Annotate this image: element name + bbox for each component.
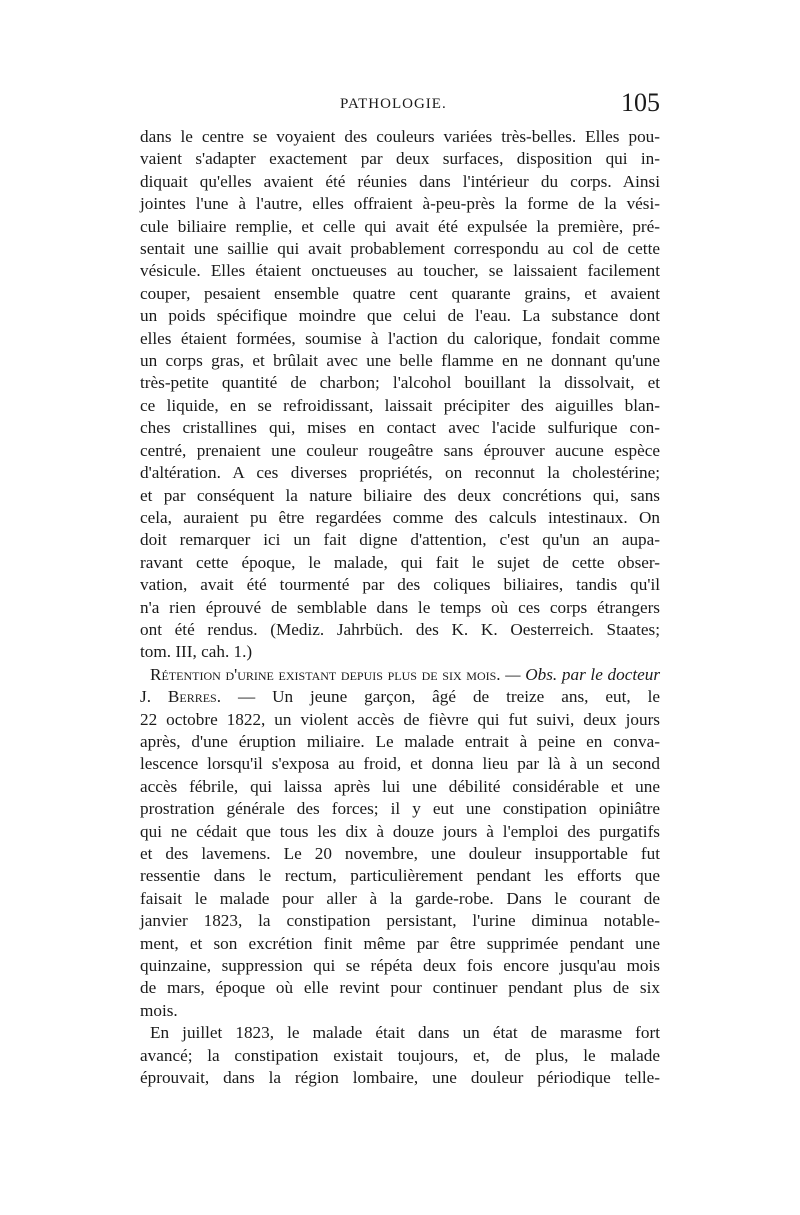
text-line: de mars, époque où elle revint pour continuer pendant plus de six	[140, 978, 660, 998]
text-line: dans le centre se voyaient des couleurs variées très-belles. Elles pou-	[140, 127, 660, 146]
text-line: un poids spécifique moindre que celui de l'eau. La substance dont	[140, 306, 660, 326]
text-line: ravant cette époque, le malade, qui fait le sujet de cette obser-	[140, 552, 660, 572]
text-line: 22 octobre 1822, un violent accès de fièvre qui fut suivi, deux jours	[140, 709, 660, 729]
section-heading-line	[140, 664, 660, 686]
text-line: tom. III, cah. 1.)	[140, 642, 253, 662]
text-line	[140, 686, 660, 708]
text-line: d'altération. A ces diverses propriétés, on reconnut la cholestérine;	[140, 463, 660, 483]
author-name: J. Berres.	[140, 687, 222, 707]
text-line: elles étaient formées, soumise à l'action du calorique, fondait comme	[140, 328, 660, 348]
observation-label: — Obs. par le docteur	[505, 664, 661, 684]
text-line: ment, et son excrétion finit même par être supprimée pendant une	[140, 933, 660, 953]
text-line: quinzaine, suppression qui se répéta deux fois encore jusqu'au mois	[140, 956, 660, 976]
text-line: ressentie dans le rectum, particulièrement pendant les efforts que	[140, 866, 660, 886]
text-line: diquait qu'elles avaient été réunies dans l'intérieur du corps. Ainsi	[140, 171, 660, 191]
text-line: faisait le malade pour aller à la garde-robe. Dans le courant de	[140, 888, 660, 908]
text-line: avancé; la constipation existait toujours, et, de plus, le malade	[140, 1045, 660, 1065]
paragraph-3	[140, 1022, 660, 1089]
text-line: n'a rien éprouvé de semblable dans le temps où ces corps étrangers	[140, 597, 660, 617]
text-line: ont été rendus. (Mediz. Jahrbüch. des K. K. Oesterreich. Staates;	[140, 619, 660, 639]
paragraph-2	[140, 664, 660, 1023]
text-line: cela, auraient pu être regardées comme des calculs intestinaux. On	[140, 507, 660, 527]
text-fragment: — Un jeune garçon, âgé de treize ans, eut, le	[237, 687, 660, 707]
running-title: PATHOLOGIE.	[340, 96, 447, 112]
section-heading: Rétention d'urine existant depuis plus de six mois.	[150, 664, 501, 684]
text-line: couper, pesaient ensemble quatre cent quarante grains, et avaient	[140, 283, 660, 303]
text-line: ches cristallines qui, mises en contact avec l'acide sulfurique con-	[140, 418, 660, 438]
text-line: qui ne cédait que tous les dix à douze jours à l'emploi des purgatifs	[140, 821, 660, 841]
text-line: doit remarquer ici un fait digne d'attention, c'est qu'un an aupa-	[140, 530, 660, 550]
text-line: cule biliaire remplie, et celle qui avait été expulsée la première, pré-	[140, 216, 660, 236]
text-line: jointes l'une à l'autre, elles offraient à-peu-près la forme de la vési-	[140, 194, 660, 214]
text-line: et des lavemens. Le 20 novembre, une douleur insupportable fut	[140, 844, 660, 863]
page-header	[140, 88, 660, 122]
text-line: janvier 1823, la constipation persistant, l'urine diminua notable-	[140, 911, 660, 931]
text-line: accès fébrile, qui laissa après lui une débilité considérable et une	[140, 776, 660, 796]
text-line: éprouvait, dans la région lombaire, une douleur périodique telle-	[140, 1068, 660, 1088]
text-line: vaient s'adapter exactement par deux surfaces, disposition qui in-	[140, 149, 660, 169]
text-line: après, d'une éruption miliaire. Le malade entrait à peine en conva-	[140, 731, 660, 751]
text-line: vation, avait été tourmenté par des coliques biliaires, tandis qu'il	[140, 575, 660, 595]
text-line: sentait une saillie qui avait probablement correspondu au col de cette	[140, 239, 660, 259]
text-line: très-petite quantité de charbon; l'alcohol bouillant la dissolvait, et	[140, 373, 660, 393]
text-line: ce liquide, en se refroidissant, laissait précipiter des aiguilles blan-	[140, 395, 660, 415]
text-line: un corps gras, et brûlait avec une belle flamme en ne donnant qu'une	[140, 351, 660, 371]
text-line: En juillet 1823, le malade était dans un état de marasme fort	[150, 1023, 660, 1043]
page-number: 105	[621, 88, 660, 117]
text-line: lescence lorsqu'il s'exposa au froid, et donna lieu par là à un second	[140, 754, 660, 774]
paragraph-1	[140, 126, 660, 664]
text-line: mois.	[140, 1000, 178, 1020]
body-text	[140, 126, 660, 1089]
text-line: prostration générale des forces; il y eut une constipation opiniâtre	[140, 799, 660, 819]
text-line: vésicule. Elles étaient onctueuses au toucher, se laissaient facilement	[140, 261, 660, 281]
text-line: et par conséquent la nature biliaire des deux concrétions qui, sans	[140, 485, 660, 505]
text-line: centré, prenaient une couleur rougeâtre sans éprouver aucune espèce	[140, 440, 660, 460]
